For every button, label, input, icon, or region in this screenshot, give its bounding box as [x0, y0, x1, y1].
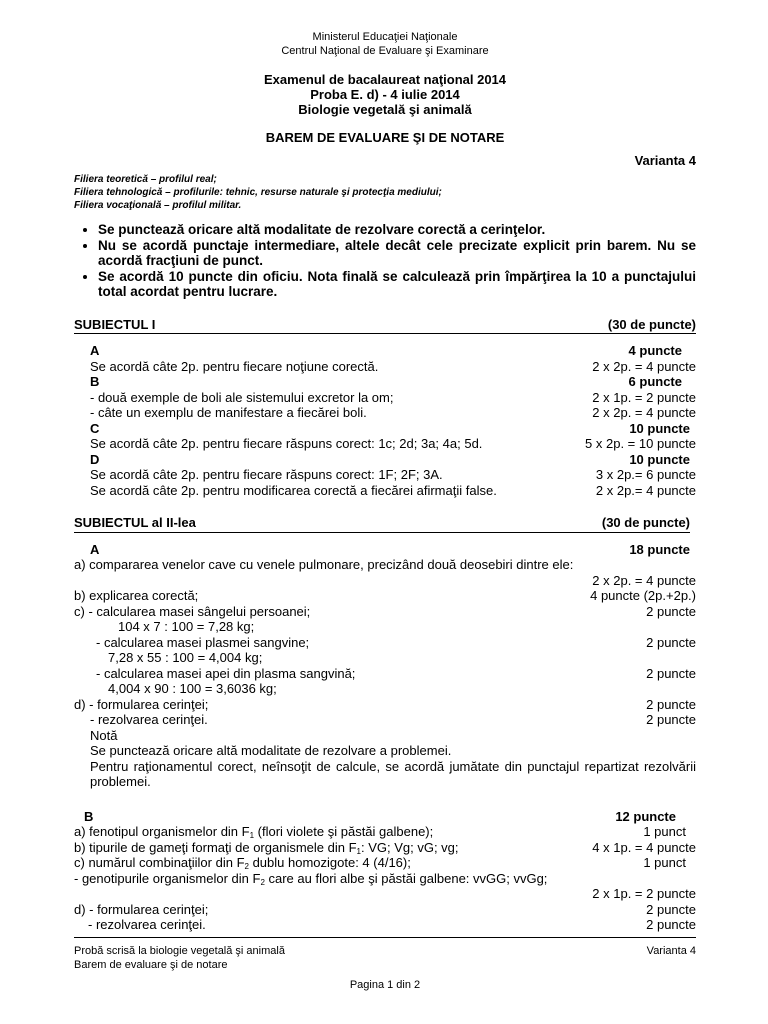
ministry-line-1: Ministerul Educaţiei Naţionale	[312, 31, 458, 43]
s1-c-text: Se acordă câte 2p. pentru fiecare răspuns corect: 1c; 2d; 3a; 4a; 5d.	[90, 436, 483, 451]
s2-a-c1-calc: 104 x 7 : 100 = 7,28 kg;	[118, 619, 255, 634]
s2-a-c3-line	[74, 666, 696, 682]
s2-a-d1-text: d) - formularea cerinţei;	[74, 696, 209, 712]
s2-b-c-line	[74, 855, 696, 871]
footer-exam: Probă scrisă la biologie vegetală şi animală	[74, 945, 285, 957]
s2-b-b-score: 4 x 1p. = 4 puncte	[592, 839, 696, 855]
s2-a-a-score: 2 x 2p. = 4 puncte	[592, 572, 696, 588]
s1-d-text-2: Se acordă câte 2p. pentru modificarea corectă a fiecărei afirmaţii false.	[90, 482, 497, 498]
s1-b-header	[90, 374, 696, 390]
filiera-2: Filiera tehnologică – profilurile: tehnic, resurse naturale şi protecţia mediului;	[74, 187, 442, 198]
s1-d-line-1	[90, 467, 696, 483]
subject-1-points: (30 de puncte)	[607, 316, 696, 332]
s1-c-letter: C	[90, 420, 100, 436]
nota-title: Notă	[90, 727, 118, 743]
s2-a-c3-text: - calcularea masei apei din plasma sangvină;	[96, 665, 356, 681]
footer-variant: Varianta 4	[646, 945, 696, 957]
subject-2-header	[74, 515, 690, 533]
s2-a-c2-score: 2 puncte	[646, 634, 696, 650]
subject-2-points: (30 de puncte)	[601, 515, 690, 530]
s2-a-c2-line	[74, 635, 696, 651]
nota-line-1: Se punctează oricare altă modalitate de rezolvare a problemei.	[90, 743, 452, 758]
exam-subject: Biologie vegetală şi animală	[298, 102, 472, 117]
s2-a-header	[74, 542, 696, 558]
s2-a-d1-line	[74, 697, 696, 713]
filiera-1: Filiera teoretică – profilul real;	[74, 174, 217, 185]
s2-a-d2-score: 2 puncte	[646, 712, 696, 727]
filiera-3: Filiera vocaţională – profilul militar.	[74, 200, 242, 211]
s2-a-c3-score: 2 puncte	[646, 665, 696, 681]
page-footer	[74, 937, 696, 992]
s1-a-score: 2 x 2p. = 4 puncte	[592, 358, 696, 374]
s1-c-header	[90, 421, 696, 437]
s2-a-c1-score: 2 puncte	[646, 603, 696, 619]
s1-a-letter: A	[90, 343, 100, 358]
s2-b-a-text: a) fenotipul organismelor din $F_1$ (flori violete şi păstăi galbene);	[74, 824, 434, 840]
s2-b-c2-score: 2 x 1p. = 2 puncte	[592, 886, 696, 901]
s2-b-c2-score-row	[74, 886, 696, 902]
s2-a-letter: A	[90, 541, 100, 557]
filiere-list	[74, 173, 696, 212]
general-rules	[74, 222, 696, 300]
s2-a-c1-line	[74, 604, 696, 620]
footer-barem: Barem de evaluare şi de notare	[74, 959, 228, 971]
ministry-header	[74, 30, 696, 58]
s1-d-letter: D	[90, 451, 100, 467]
s2-b-c2-text: - genotipurile organismelor din $F_2$ care au flori albe şi păstăi galbene: vvGG; vvGg;	[74, 870, 548, 887]
s1-d-points: 10 puncte	[629, 451, 690, 467]
s1-a-points: 4 puncte	[628, 343, 682, 358]
ministry-line-2: Centrul Naţional de Evaluare şi Examinare	[281, 45, 489, 57]
barem-title: BAREM DE EVALUARE ŞI DE NOTARE	[265, 130, 505, 145]
s2-b-d1-line	[74, 902, 696, 918]
s1-d-score-2: 2 x 2p.= 4 puncte	[595, 482, 696, 498]
s1-c-points: 10 puncte	[629, 420, 690, 436]
s2-a-points: 18 puncte	[629, 541, 690, 557]
s2-a-d2-text: - rezolvarea cerinţei.	[90, 712, 208, 727]
s2-b-c-score: 1 punct	[643, 855, 686, 870]
s2-a-c2-text: - calcularea masei plasmei sangvine;	[96, 634, 310, 650]
subject-2-title: SUBIECTUL al II-lea	[74, 515, 196, 530]
s1-a-header	[90, 343, 696, 359]
subject-1-title: SUBIECTUL I	[74, 316, 156, 332]
s2-b-c-text: c) numărul combinaţiilor din $F_2$ dublu homozigote: 4 (4/16);	[74, 855, 411, 871]
s1-d-header	[90, 452, 696, 468]
s2-a-b-line	[74, 588, 696, 604]
s1-c-line	[90, 436, 696, 452]
s2-b-a-score: 1 punct	[643, 824, 686, 839]
s1-b-line-1	[90, 390, 696, 406]
s2-b-b-text: b) tipurile de gameţi formaţi de organismele din $F_1$: VG; Vg; vG; vg;	[74, 839, 459, 856]
s1-b-score-2: 2 x 2p. = 4 puncte	[592, 405, 696, 420]
rule-item: • Nu se acordă punctaje intermediare, altele decât cele precizate explicit prin barem. Nu se acordă fracţiuni de punct.	[98, 238, 696, 269]
s2-a-nota	[74, 728, 696, 790]
exam-titles	[74, 72, 696, 117]
s1-d-line-2	[90, 483, 696, 499]
s1-a-text: Se acordă câte 2p. pentru fiecare noţiune corectă.	[90, 358, 379, 374]
s1-c-score: 5 x 2p. = 10 puncte	[585, 436, 696, 451]
s2-b-d1-text: d) - formularea cerinţei;	[74, 901, 209, 917]
s2-a-c1-text: c) - calcularea masei sângelui persoanei;	[74, 603, 311, 619]
s2-b-b-line	[74, 840, 696, 856]
s1-a-line	[90, 359, 696, 375]
s1-d-score-1: 3 x 2p.= 6 puncte	[595, 467, 696, 482]
s2-b-d2-line	[74, 917, 696, 933]
s1-b-points: 6 puncte	[628, 374, 682, 389]
s1-b-text-2: - câte un exemplu de manifestare a fiecărei boli.	[90, 405, 367, 420]
s2-a-d2-line	[74, 712, 696, 728]
s1-b-text-1: - două exemple de boli ale sistemului excretor la om;	[90, 389, 394, 405]
s1-d-text-1: Se acordă câte 2p. pentru fiecare răspuns corect: 1F; 2F; 3A.	[90, 467, 443, 482]
s2-a-d1-score: 2 puncte	[646, 696, 696, 712]
rule-item: • Se acordă 10 puncte din oficiu. Nota finală se calculează prin împărţirea la 10 a punctajului total acordat pentru lucrare.	[98, 269, 696, 300]
exam-title: Examenul de bacalaureat naţional 2014	[263, 72, 507, 87]
s2-b-d2-text: - rezolvarea cerinţei.	[88, 917, 206, 932]
document-page	[74, 30, 696, 933]
s2-a-b-text: b) explicarea corectă;	[74, 588, 199, 603]
rule-item: • Se punctează oricare altă modalitate de rezolvare corectă a cerinţelor.	[98, 222, 696, 238]
s1-b-line-2	[90, 405, 696, 421]
s2-b-d2-score: 2 puncte	[646, 917, 696, 932]
variant-label: Varianta 4	[634, 152, 696, 168]
page-number: Pagina 1 din 2	[349, 979, 421, 991]
footer-row-1	[74, 944, 696, 958]
subject-2-b-body	[74, 809, 696, 933]
subject-1-body	[74, 343, 696, 498]
s2-a-c2-calc: 7,28 x 55 : 100 = 4,004 kg;	[108, 650, 263, 665]
s2-b-header	[74, 809, 696, 825]
s1-b-score-1: 2 x 1p. = 2 puncte	[592, 389, 696, 405]
s1-b-letter: B	[90, 374, 100, 389]
subject-2-a-body	[74, 542, 696, 790]
s2-a-a-text: a) compararea venelor cave cu venele pulmonare, precizând două deosebiri dintre ele:	[74, 557, 574, 572]
nota-line-2: Pentru raţionamentul corect, neînsoţit de calcule, se acordă jumătate din punctajul repartizat rezolvării problemei.	[90, 758, 696, 789]
s2-a-a-score-row	[74, 573, 696, 589]
s2-b-points: 12 puncte	[615, 808, 676, 824]
exam-proba: Proba E. d) - 4 iulie 2014	[310, 87, 460, 102]
s2-a-c3-calc: 4,004 x 90 : 100 = 3,6036 kg;	[108, 681, 277, 696]
s2-a-b-score: 4 puncte (2p.+2p.)	[590, 588, 696, 603]
s2-b-letter: B	[84, 808, 94, 824]
subject-1-header	[74, 317, 696, 335]
s2-b-a-line	[74, 824, 696, 840]
s2-b-d1-score: 2 puncte	[646, 901, 696, 917]
